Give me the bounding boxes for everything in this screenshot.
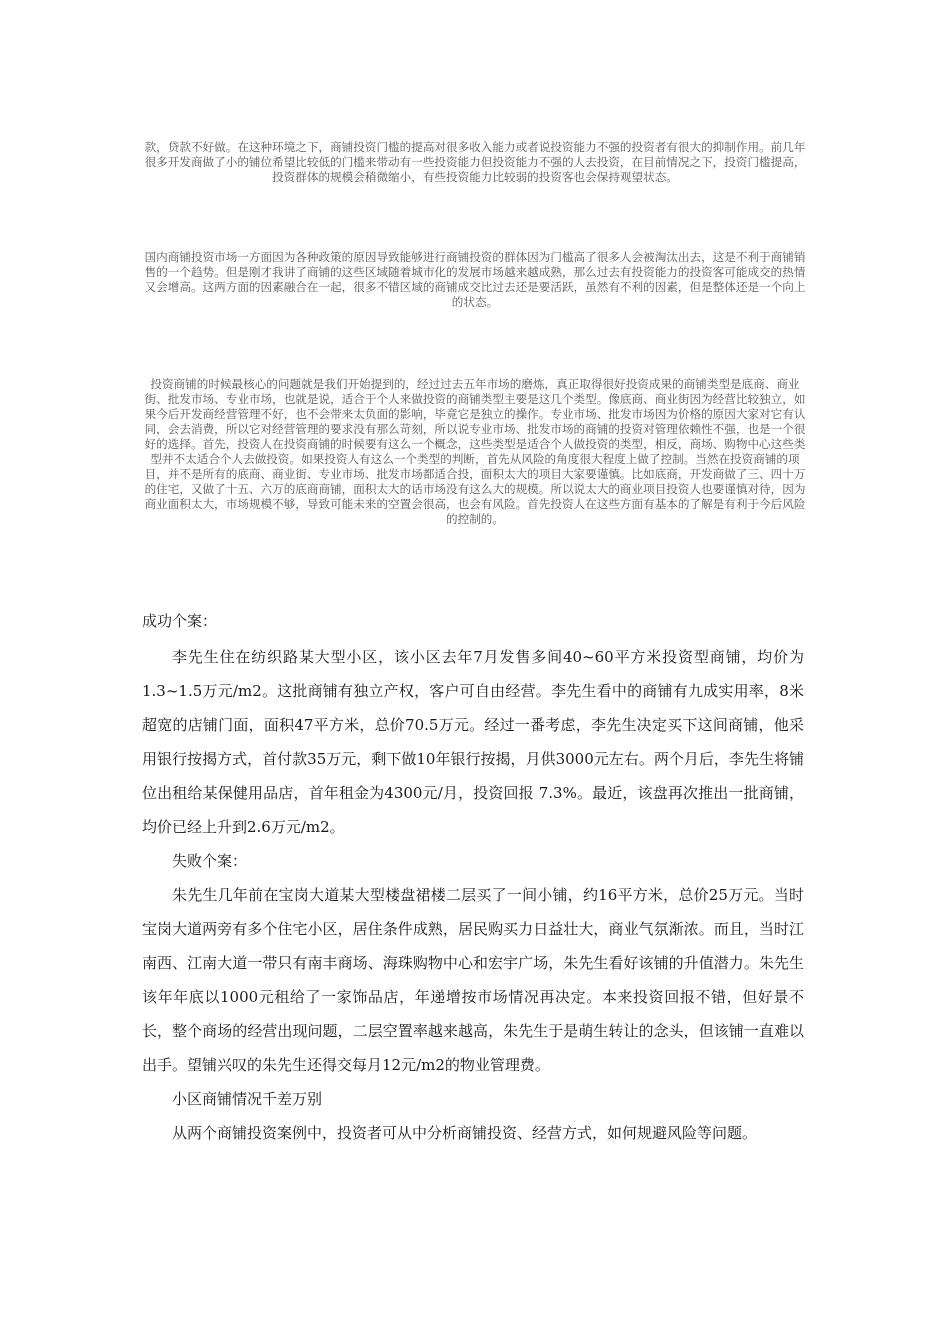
community-shops-heading: 小区商铺情况千差万别 — [172, 1090, 323, 1108]
failure-case-text: 朱先生几年前在宝岗大道某大型楼盘裙楼二层买了一间小铺，约16平方米，总价25万元。当时宝岗大道两旁有多个住宅小区，居住条件成熟，居民购买力日益壮大，商业气氛渐浓。而且，当时江南西、江南大道一带只有南丰商场、海珠购物中心和宏宇广场，朱先生看好该铺的升值潜力。朱先生该年年底以1000元租给了一家饰品店，年递增按市场情况再决定。本来投资回报不错，但好景不长，整个商场的经营出现问题，二层空置率越来越高，朱先生于是萌生转让的念头，但该铺一直难以出手。望铺兴叹的朱先生还得交每月12元/m2的物业管理费。 — [142, 886, 804, 1074]
success-case-heading: 成功个案： — [142, 612, 218, 630]
paragraph-investment-threshold: 款，贷款不好做。在这种环境之下，商铺投资门槛的提高对很多收入能力或者说投资能力不强的投资者有很大的抑制作用。前几年很多开发商做了小的铺位希望比较低的门槛来带动有一些投资能力但投资能力不强的人去投资，在目前情况之下，投资门槛提高，投资群体的规模会稍微缩小，有些投资能力比较弱的投资客也会保持观望状态。 — [144, 140, 806, 184]
success-case-text: 李先生住在纺织路某大型小区，该小区去年7月发售多间40~60平方米投资型商铺，均价为1.3~1.5万元/m2。这批商铺有独立产权，客户可自由经营。李先生看中的商铺有九成实用率，8米超宽的店铺门面，面积47平方米，总价70.5万元。经过一番考虑，李先生决定买下这间商铺，他采用银行按揭方式，首付款35万元，剩下做10年银行按揭，月供3000元左右。两个月后，李先生将铺位出租给某保健用品店，首年租金为4300元/月，投资回报 7.3%。最近，该盘再次推出一批商铺，均价已经上升到2.6万元/m2。 — [142, 648, 804, 836]
case-study-section — [142, 604, 804, 1150]
failure-case-heading: 失败个案： — [172, 852, 248, 870]
paragraph-core-issues: 投资商铺的时候最核心的问题就是我们开始提到的，经过过去五年市场的磨炼，真正取得很好投资成果的商铺类型是底商、商业街、批发市场、专业市场，也就是说，适合于个人来做投资的商铺类型主要是这几个类型。像底商、商业街因为经营比较独立，如果今后开发商经营管理不好，也不会带来太负面的影响，毕竟它是独立的操作。专业市场、批发市场因为价格的原因大家对它有认同，会去消费，所以它对经营管理的要求没有那么苛刻，所以说专业市场、批发市场的商铺的投资对管理依赖性不强，也是一个很好的选择。首先，投资人在投资商铺的时候要有这么一个概念，这些类型是适合个人做投资的类型，相反，商场、购物中心这些类型并不太适合个人去做投资。如果投资人有这么一个类型的判断，首先从风险的角度很大程度上做了控制。当然在投资商铺的项目，并不是所有的底商、商业街、专业市场、批发市场都适合投，面积太大的项目大家要谨慎。比如底商，开发商做了三、四十万的住宅，又做了十五、六万的底商商铺，面积太大的话市场没有这么大的规模。所以说太大的商业项目投资人也要谨慎对待，因为商业面积太大，市场规模不够，导致可能未来的空置会很高，也会有风险。首先投资人在这些方面有基本的了解是有利于今后风险的控制的。 — [144, 377, 806, 526]
community-shops-text: 从两个商铺投资案例中，投资者可从中分析商铺投资、经营方式，如何规避风险等问题。 — [172, 1124, 758, 1142]
paragraph-domestic-market: 国内商铺投资市场一方面因为各种政策的原因导致能够进行商铺投资的群体因为门槛高了很多人会被淘汰出去，这是不利于商铺销售的一个趋势。但是刚才我讲了商铺的这些区域随着城市化的发展市场越来越成熟，那么过去有投资能力的投资客可能成交的热情又会增高。这两方面的因素融合在一起，很多不错区域的商铺成交比过去还是要活跃，虽然有不利的因素，但是整体还是一个向上的状态。 — [144, 250, 806, 309]
